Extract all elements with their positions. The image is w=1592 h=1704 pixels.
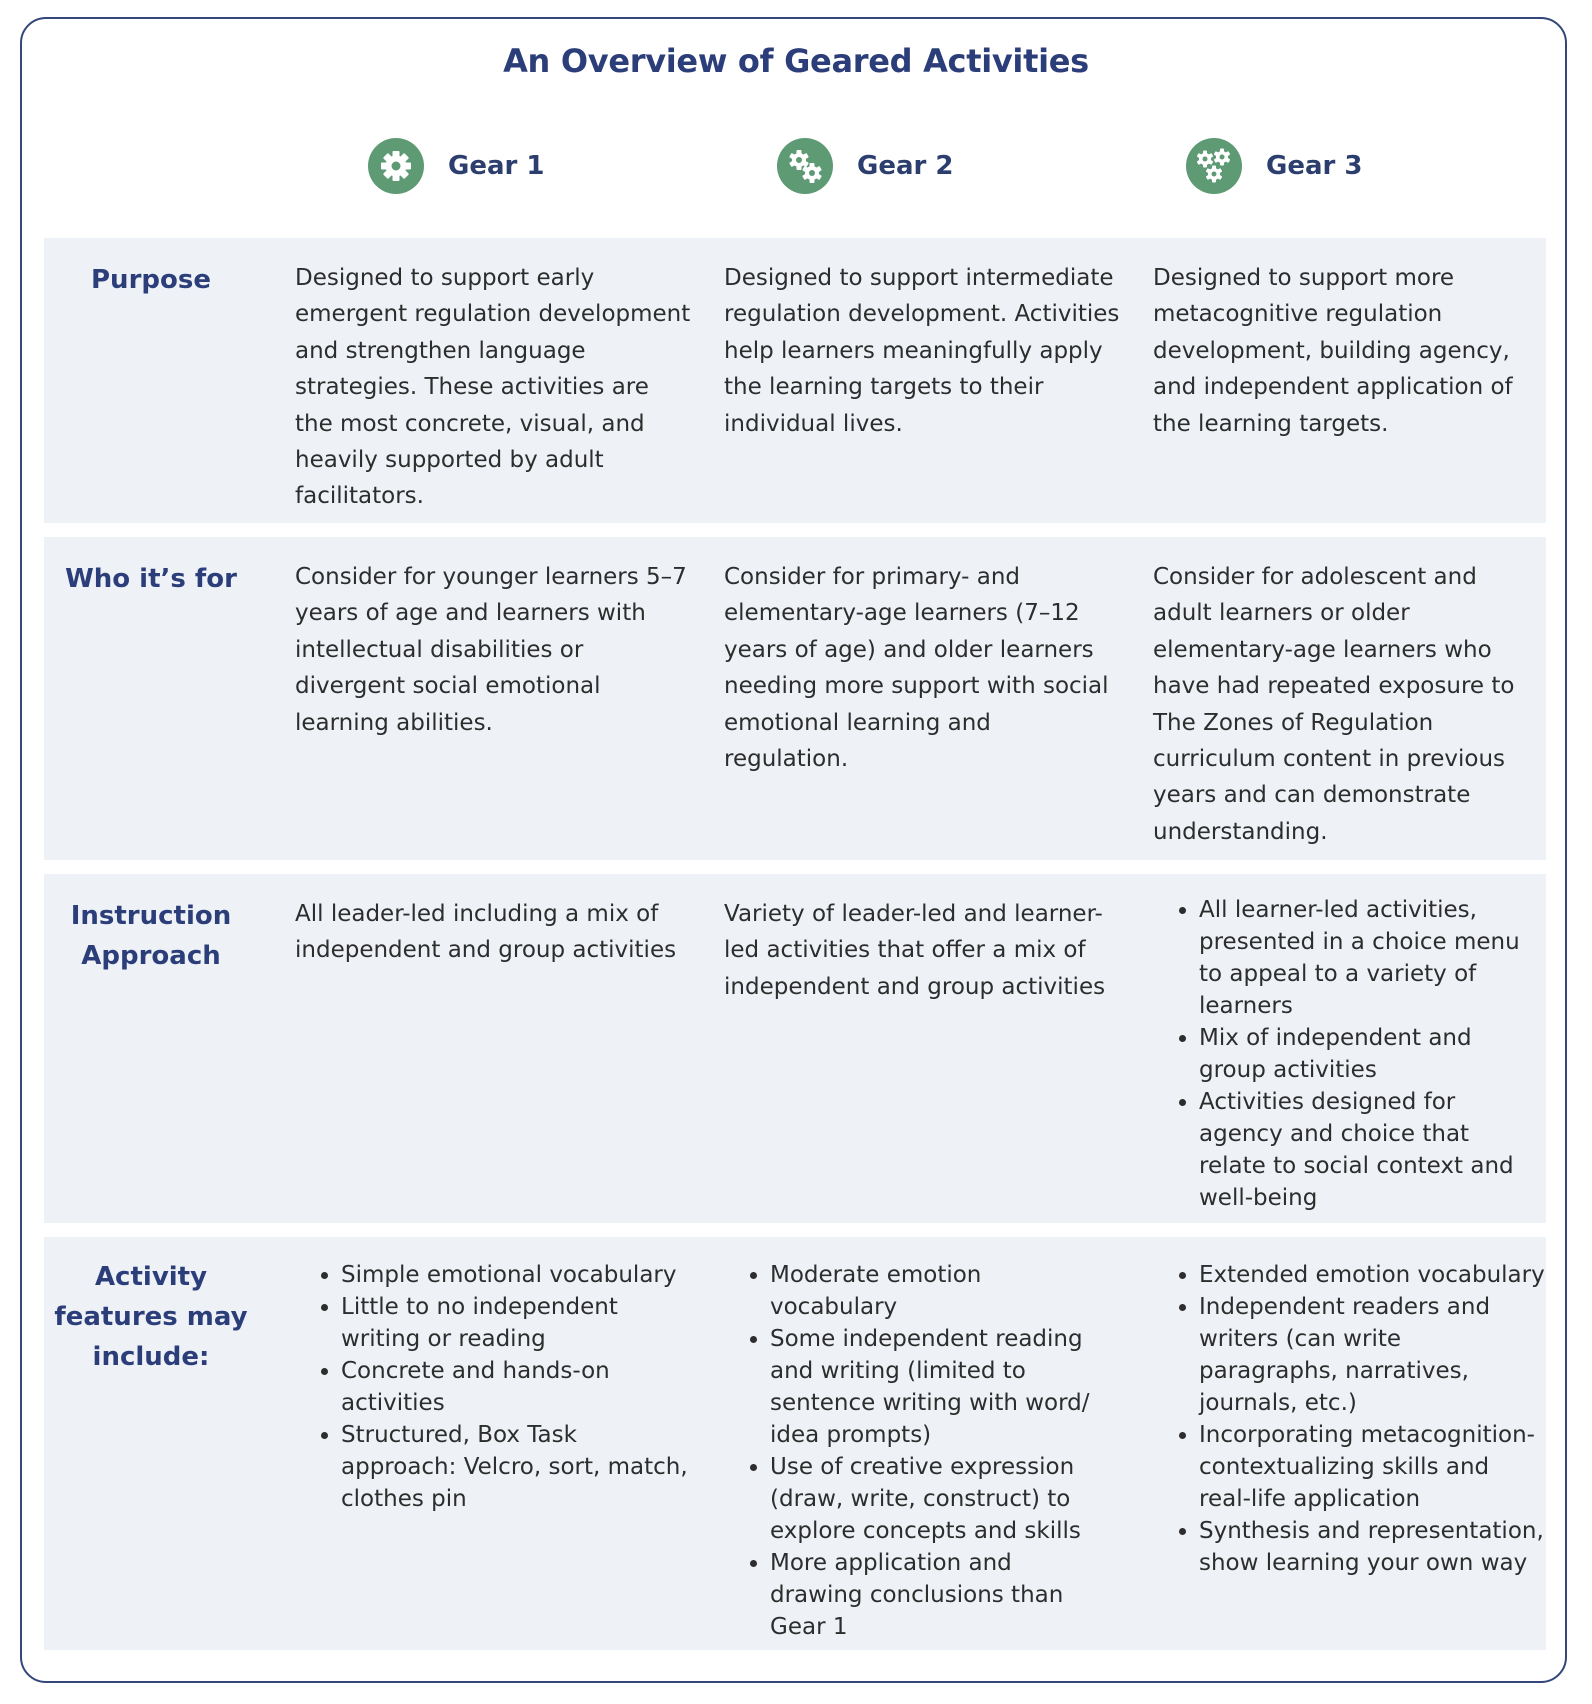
list-item: • Incorporating metacognition-contextualizing skills and real-life application <box>1199 1419 1545 1515</box>
gear-3-label: Gear 3 <box>1266 151 1363 181</box>
gear-1-header <box>368 138 544 194</box>
gear-2-header <box>777 138 953 194</box>
list-item: • Concrete and hands-on activities <box>341 1355 699 1419</box>
features-gear2-list <box>724 1259 1102 1643</box>
row-who <box>44 537 1546 860</box>
page-title: An Overview of Geared Activities <box>503 42 1089 80</box>
who-gear3-text: Consider for adolescent and adult learners or older elementary-age learners who have had repeated exposure to The Zones of Regulation curriculum content in previous years and can demonstrate understanding. <box>1153 564 1515 845</box>
list-item: • Activities designed for agency and choice that relate to social context and well-being <box>1199 1086 1531 1214</box>
row-instruction <box>44 874 1546 1223</box>
list-item: • Little to no independent writing or reading <box>341 1291 699 1355</box>
row-label-instruction: Instruction Approach <box>70 901 232 971</box>
list-item: • Simple emotional vocabulary <box>341 1259 699 1291</box>
list-item: • Synthesis and representation, show learning your own way <box>1199 1515 1545 1579</box>
purpose-gear3-text: Designed to support more metacognitive regulation development, building agency, and independent application of the learning targets. <box>1153 265 1513 437</box>
instruction-gear1-text: All leader-led including a mix of independent and group activities <box>295 901 677 964</box>
who-gear1-text: Consider for younger learners 5–7 years of age and learners with intellectual disabilities or divergent social emotional learning abilities. <box>295 564 687 736</box>
list-item: • More application and drawing conclusions than Gear 1 <box>770 1547 1102 1643</box>
triple-gear-icon <box>1186 138 1242 194</box>
list-item: • Extended emotion vocabulary <box>1199 1259 1545 1291</box>
double-gear-icon <box>777 138 833 194</box>
row-label-who: Who it’s for <box>65 564 237 594</box>
instruction-gear3-list <box>1153 894 1531 1214</box>
list-item: • Moderate emotion vocabulary <box>770 1259 1102 1323</box>
features-gear3-list <box>1153 1259 1545 1579</box>
single-gear-icon <box>368 138 424 194</box>
row-purpose <box>44 238 1546 523</box>
list-item: • Some independent reading and writing (limited to sentence writing with word/ idea prompts) <box>770 1323 1102 1451</box>
list-item: • All learner-led activities, presented in a choice menu to appeal to a variety of learners <box>1199 894 1531 1022</box>
row-features <box>44 1237 1546 1650</box>
row-label-purpose: Purpose <box>91 265 211 295</box>
purpose-gear2-text: Designed to support intermediate regulation development. Activities help learners meaningfully apply the learning targets to their individual lives. <box>724 265 1120 437</box>
list-item: • Use of creative expression (draw, write, construct) to explore concepts and skills <box>770 1451 1102 1547</box>
purpose-gear1-text: Designed to support early emergent regulation development and strengthen language strategies. These activities are the most concrete, visual, and heavily supported by adult facilitators. <box>295 265 691 510</box>
gear-3-header <box>1186 138 1362 194</box>
instruction-gear2-text: Variety of leader-led and learner-led activities that offer a mix of independent and group activities <box>724 901 1106 1000</box>
who-gear2-text: Consider for primary- and elementary-age learners (7–12 years of age) and older learners needing more support with social emotional learning and regulation. <box>724 564 1109 773</box>
gear-1-label: Gear 1 <box>448 151 545 181</box>
list-item: • Structured, Box Task approach: Velcro, sort, match, clothes pin <box>341 1419 699 1515</box>
features-gear1-list <box>295 1259 699 1515</box>
row-label-features: Activity features may include: <box>54 1262 248 1372</box>
list-item: • Mix of independent and group activities <box>1199 1022 1531 1086</box>
list-item: • Independent readers and writers (can write paragraphs, narratives, journals, etc.) <box>1199 1291 1545 1419</box>
gear-2-label: Gear 2 <box>857 151 954 181</box>
